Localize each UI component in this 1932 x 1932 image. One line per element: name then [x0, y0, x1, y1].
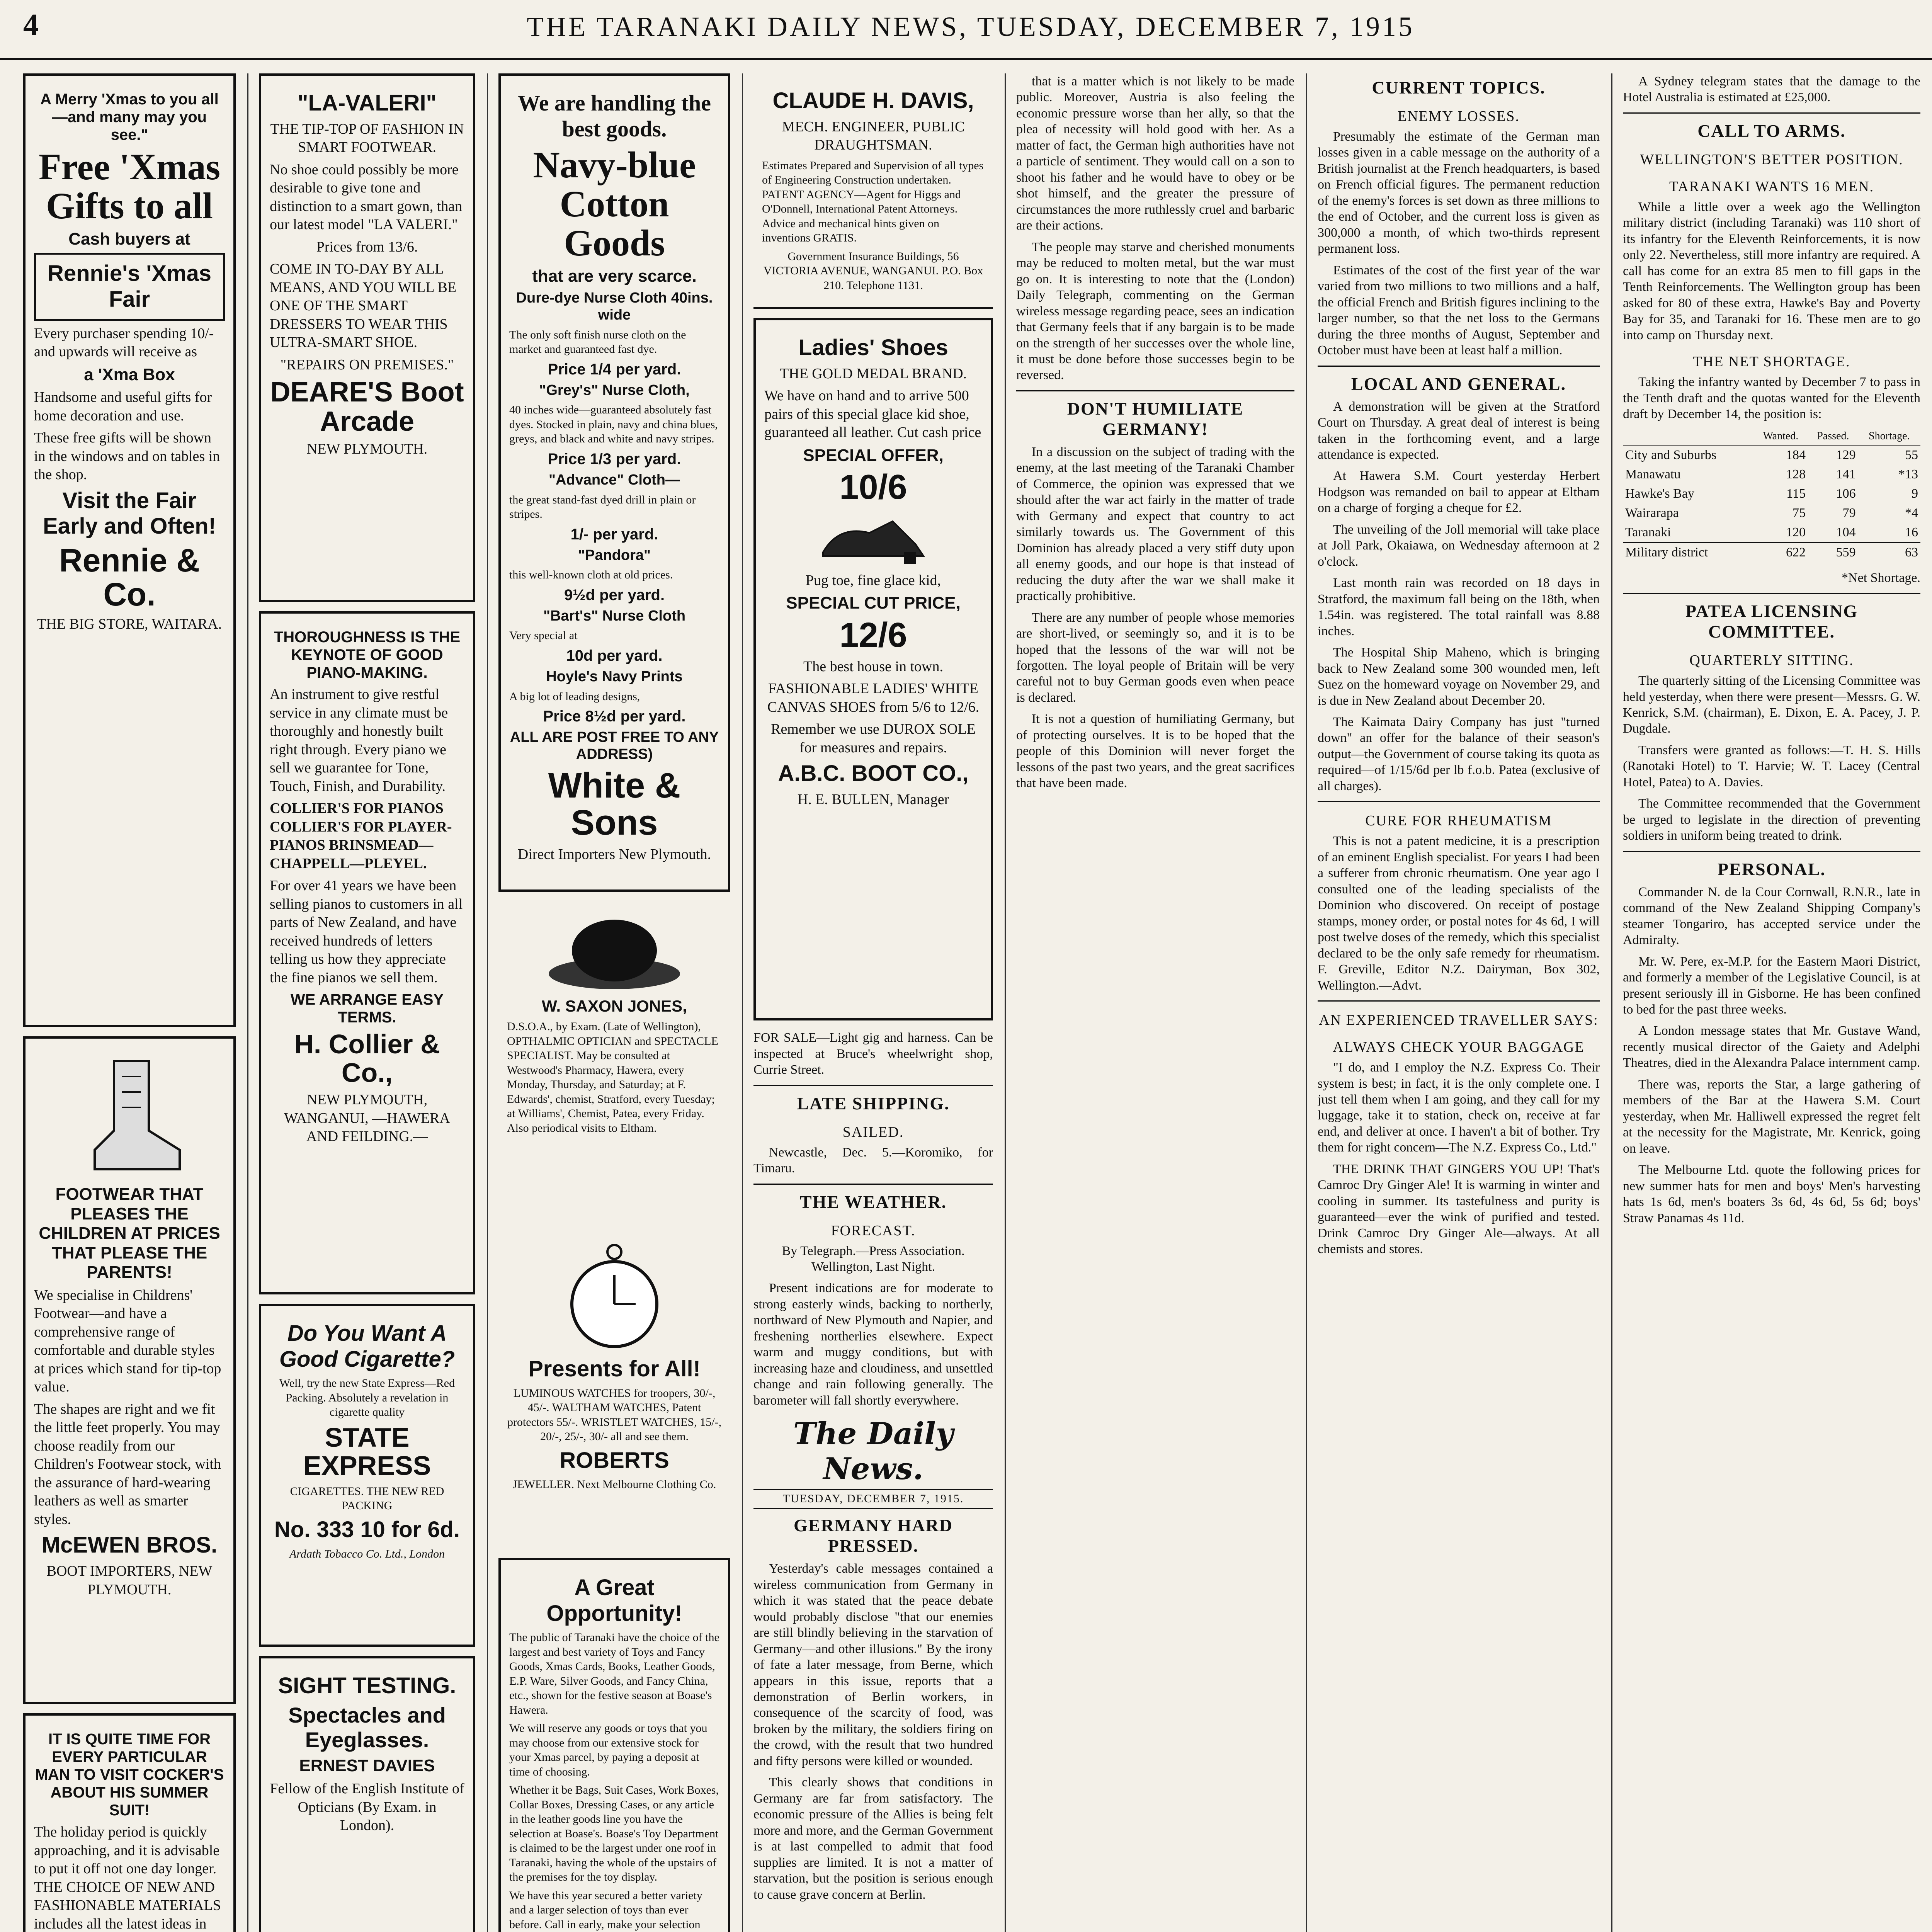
collier-list: COLLIER'S FOR PIANOS COLLIER'S FOR PLAYER-PIANOS BRINSMEAD—CHAPPELL—PLEYEL.: [270, 800, 452, 872]
col7-p5: The Committee recommended that the Government be urged to legislate in the direction of preventing soldiers in uniform being treated to drink.: [1623, 796, 1920, 843]
deare-name: DEARE'S Boot Arcade: [270, 377, 464, 437]
boase-body-4: We have this year secured a better variety and a larger selection of toys than ever before. Call in early, make your selection: [509, 1889, 702, 1931]
table-cell: 129: [1836, 447, 1856, 462]
table-cell: Manawatu: [1625, 467, 1681, 481]
shipping-sub: SAILED.: [842, 1124, 904, 1140]
col7-p7: Mr. W. Pere, ex-M.P. for the Eastern Maori District, and formerly a member of the Legislative Council, is at present seriously ill in Gisborne. He has been confined to bed for the past three weeks.: [1623, 954, 1920, 1017]
rennie-visit: Visit the Fair Early and Often!: [43, 488, 216, 539]
table-note: *Net Shortage.: [1842, 570, 1920, 585]
column-7: [1623, 73, 1920, 1932]
column-rule: [742, 73, 743, 1932]
table-cell: Wairarapa: [1625, 505, 1679, 520]
rennie-name: Rennie & Co.: [59, 542, 200, 613]
col5-p4: There are any number of people whose memories are short-lived, or seemingly so, and it is to be hoped that the lessons of the war will not be forgotten. The loyal people of Britain will be very careful not to buy German goods even when peace is declared.: [1016, 610, 1294, 705]
weather: [753, 1192, 993, 1409]
state-express-maker: Ardath Tobacco Co. Ltd., London: [289, 1547, 445, 1560]
collier-headline: THOROUGHNESS IS THE KEYNOTE OF GOOD PIANO-MAKING.: [274, 629, 461, 681]
item-5-price: 10d per yard.: [566, 647, 663, 664]
col6-p9: This is not a patent medicine, it is a prescription of an eminent English specialist. For years I had been a sufferer from chronic rheumatism. One year ago I consulted one of the leading specialists of the Dominion who discovered. On receipt of postage stamps, money order, or postal notes for 4s 6d, I will post twelve doses of the remedy, which this specialist declared to be the only safe remedy for rheumatism. F. Greville, Editor N.Z. Dairyman, Box 302, Wellington.—Advt.: [1318, 834, 1600, 993]
table-cell: 622: [1786, 545, 1806, 560]
abc-body-4: Remember we use DUROX SOLE for measures and repairs.: [771, 721, 976, 756]
collier-advert: [259, 611, 475, 1294]
boase-body-2: We will reserve any goods or toys that you may choose from our extensive stock for your Xmas parcel, by paying a deposit at time of choosing.: [509, 1722, 707, 1778]
page-number: 4: [23, 8, 39, 42]
boase-advert: [498, 1558, 730, 1932]
rennie-body-3: Handsome and useful gifts for home decoration and use.: [34, 389, 212, 424]
table-row: [1623, 484, 1920, 503]
abc-desc: Pug toe, fine glace kid,: [805, 572, 941, 588]
table-cell: 16: [1905, 525, 1918, 539]
weather-sub: FORECAST.: [831, 1222, 916, 1239]
abc-body-3: FASHIONABLE LADIES' WHITE CANVAS SHOES from 5/6 to 12/6.: [767, 680, 980, 715]
late-shipping: [753, 1093, 993, 1177]
cocker-advert: [23, 1713, 236, 1932]
table-cell: Military district: [1625, 545, 1708, 560]
shortage-table: [1623, 428, 1920, 562]
abc-headline: Ladies' Shoes: [798, 335, 948, 361]
editorial-p2: This clearly shows that conditions in Germany are far from satisfactory. The economic pressure of the Allies is being felt more and more, and the German Government is at last compelled to admit that food supplies are limited. It is not a matter of starvation, but the position is serious enough to cause grave concern at Berlin.: [753, 1775, 993, 1902]
col6-p2: Estimates of the cost of the first year of the war varied from two millions to two millions and a half, the official French and British figures inclining to the larger number, so that the net loss to the Germans during the three months of August, September and October must have been at least half a million.: [1318, 263, 1600, 358]
item-4-desc: this well-known cloth at old prices.: [509, 568, 673, 582]
col6-p10: "I do, and I employ the N.Z. Express Co. Their system is best; in fact, it is the only complete one. I just tell them when I am going, and they call for my luggage, take it to station, check on, receive at far end, and deliver at once. I haven't a bit of bother. Try them for right concern—The N.Z. Express Co., Ltd.": [1318, 1060, 1600, 1155]
item-3-price: 1/- per yard.: [570, 526, 658, 543]
col7-p3: The quarterly sitting of the Licensing Committee was held yesterday, when there were present—Messrs. G. W. Kenrick, S.M. (chairman), E. Dixon, E. A. Pacey, J. P. Dugdale.: [1623, 673, 1920, 736]
for-sale-notice: [753, 1030, 993, 1078]
white-sons-name: White & Sons: [548, 765, 681, 843]
column-rule: [1611, 73, 1612, 1932]
table-cell: 55: [1905, 447, 1918, 462]
collier-terms: WE ARRANGE EASY TERMS.: [290, 991, 444, 1026]
table-cell: 141: [1836, 467, 1856, 481]
separator: [753, 1184, 993, 1185]
abc-body-2: The best house in town.: [803, 658, 943, 675]
hat-illustration: [545, 916, 684, 993]
abc-price-2: 12/6: [839, 616, 907, 655]
table-header: Wanted.: [1753, 428, 1808, 445]
table-cell: 75: [1793, 505, 1806, 520]
col5-p2: The people may starve and cherished monuments may be reduced to molten metal, but the war must go on. It is interesting to note that the (London) Daily Telegraph, commenting on the German wireless message regarding peace, sees an indication that Germany feels that if any bargain is to be made on the strength of her successes over the whole line, it must be done before those successes begin to be reversed.: [1016, 240, 1294, 383]
state-express-headline: Do You Want A Good Cigarette?: [279, 1321, 455, 1372]
davies-address: Fellow of the English Institute of Opticians (By Exam. in London).: [270, 1781, 464, 1834]
col7-p4: Transfers were granted as follows:—T. H. S. Hills (Ranotaki Hotel) to T. Harvie; W. T. Lacey (Central Hotel, Patea) to A. Davies.: [1623, 743, 1920, 789]
net-shortage-headline: THE NET SHORTAGE.: [1693, 354, 1850, 370]
editorial-continued: [1016, 73, 1294, 791]
for-sale-text: FOR SALE—Light gig and harness. Can be inspected at Bruce's wheelwright shop, Currie Street.: [753, 1031, 993, 1077]
separator: [1318, 801, 1600, 802]
table-cell: Taranaki: [1625, 525, 1671, 539]
davis-body: Estimates Prepared and Supervision of all types of Engineering Construction undertaken. PATENT AGENCY—Agent for Higgs and O'Donnell, International Patent Attorneys. Advice and mechanical hints given on inventions GRATIS.: [762, 159, 984, 245]
boase-headline: A Great Opportunity!: [546, 1575, 682, 1626]
col6-p8: The Kaimata Dairy Company has just "turned down" an offer for the balance of their season's output—the Government of course taking its quota as required—of 1/15/6d per lb f.o.b. Patea (exclusive of all charges).: [1318, 715, 1600, 793]
col5-headline: DON'T HUMILIATE GERMANY!: [1067, 398, 1244, 439]
shoe-illustration: [815, 510, 931, 568]
col5-p5: It is not a question of humiliating Germany, but of protecting ourselves. It is to be hoped that the people of this Dominion will never forget the lessons of the past two years, and the great sacrifices that have been made.: [1016, 712, 1294, 791]
item-1-price: Price 1/4 per yard.: [548, 361, 681, 378]
collier-body-1: An instrument to give restful service in any climate must be thoroughly and honestly built right through. Every piano we sell we guarantee for Tone, Touch, Finish, and Durability.: [270, 686, 448, 794]
white-sons-headline: We are handling the best goods.: [517, 90, 711, 141]
white-sons-address: Direct Importers New Plymouth.: [517, 846, 711, 862]
abc-offer: SPECIAL OFFER,: [803, 446, 944, 465]
editorial-headline: GERMANY HARD PRESSED.: [794, 1515, 953, 1556]
current-topics-headline: CURRENT TOPICS.: [1372, 78, 1546, 97]
column-rule: [1306, 73, 1307, 1932]
table-cell: 559: [1836, 545, 1856, 560]
white-sons-big: Navy-blue Cotton Goods: [533, 144, 696, 264]
table-header: Shortage.: [1858, 428, 1920, 445]
col6-p11: THE DRINK THAT GINGERS YOU UP! That's Camroc Dry Ginger Ale! It is warming in winter and cooling in summer. Its tastefulness and purity is guaranteed—ever the wink of purified and tested. Drink Camroc Dry Ginger Ale—always. At all chemists and stores.: [1318, 1162, 1600, 1257]
weather-headline: THE WEATHER.: [799, 1192, 947, 1212]
mcewen-body-2: The shapes are right and we fit the little feet properly. You may choose readily from our Children's Footwear stock, with the assurance of hard-wearing leathers as well as smarter styles.: [34, 1401, 221, 1527]
davis-name: CLAUDE H. DAVIS,: [772, 88, 974, 113]
rennie-body-1: Every purchaser spending 10/- and upwards will receive as: [34, 325, 214, 360]
davis-advert: [753, 73, 993, 309]
column-4: [753, 73, 993, 1932]
table-row: [1623, 445, 1920, 465]
rennie-body-2: a 'Xma Box: [84, 365, 175, 384]
item-5-desc: Very special at: [509, 629, 578, 642]
weather-byline: By Telegraph.—Press Association. Wellington, Last Night.: [782, 1243, 965, 1274]
item-6-price: Price 8½d per yard.: [543, 708, 686, 725]
table-row: [1623, 523, 1920, 543]
abc-manager: H. E. BULLEN, Manager: [797, 791, 949, 808]
traveller-sub: ALWAYS CHECK YOUR BAGGAGE: [1333, 1039, 1585, 1056]
roberts-name: ROBERTS: [560, 1447, 669, 1473]
white-sons-post: ALL ARE POST FREE TO ANY ADDRESS): [510, 729, 719, 762]
item-1: Dure-dye Nurse Cloth 40ins. wide: [516, 290, 713, 323]
column-3: [498, 73, 730, 1932]
col7-p0: A Sydney telegram states that the damage to the Hotel Australia is estimated at £25,000.: [1623, 74, 1920, 105]
lavaleri-body-2: COME IN TO-DAY BY ALL MEANS, AND YOU WILL BE ONE OF THE SMART DRESSERS TO WEAR THIS ULTRA-SMART SHOE.: [270, 261, 457, 351]
table-cell: 128: [1786, 467, 1806, 481]
weather-body: Present indications are for moderate to strong easterly winds, backing to northerly, northward of New Plymouth and Napier, and freshening northerlies elsewhere. Expect warm and muggy conditions, but with increasing haze and cloudiness, and unsettled change and rain following generally. The barometer will fall shortly everywhere.: [753, 1281, 993, 1408]
column-6: [1318, 73, 1600, 1932]
davis-address: Government Insurance Buildings, 56 VICTORIA AVENUE, WANGANUI. P.O. Box 210. Telephone 1131.: [763, 250, 983, 292]
current-topics-sub: ENEMY LOSSES.: [1398, 108, 1520, 124]
masthead: [0, 0, 1932, 60]
collier-name: H. Collier & Co.,: [294, 1029, 440, 1088]
call-to-arms: [1623, 73, 1920, 1226]
davis-title: MECH. ENGINEER, PUBLIC DRAUGHTSMAN.: [782, 118, 965, 153]
separator: [1623, 112, 1920, 114]
item-3: "Advance" Cloth—: [548, 471, 680, 488]
column-2: [259, 73, 475, 1932]
table-row: [1623, 503, 1920, 523]
item-6-desc: A big lot of leading designs,: [509, 690, 640, 703]
abc-body-1: We have on hand and to arrive 500 pairs of this special glace kid shoe, guaranteed all leather. Cut cash price: [764, 388, 981, 441]
rennie-sub: Cash buyers at: [68, 229, 190, 248]
abc-sub: THE GOLD MEDAL BRAND.: [779, 365, 967, 382]
davies-name: ERNEST DAVIES: [299, 1756, 435, 1776]
licensing-headline: PATEA LICENSING COMMITTEE.: [1685, 601, 1858, 642]
boot-illustration: [71, 1053, 187, 1181]
state-express-price: No. 333 10 for 6d.: [274, 1517, 460, 1542]
boase-body-1: The public of Taranaki have the choice of the largest and best variety of Toys and Fancy Goods, Xmas Cards, Books, Leather Goods, E.P. Ware, Silver Goods, and Fancy China, etc., shown for the festive season at Boase's Hawera.: [509, 1631, 719, 1716]
roberts-headline: Presents for All!: [528, 1356, 701, 1381]
saxon-body: D.S.O.A., by Exam. (Late of Wellington), OPTHALMIC OPTICIAN and SPECTACLE SPECIALIST. May be consulted at Westwood's Pharmacy, Hawera, every Monday, Thursday, and Saturday; at F. Edwards', chemist, Stratford, every Tuesday; at Williams', Chemist, Patea, every Friday. Also periodical visits to Eltham.: [507, 1020, 718, 1134]
rennie-box: Rennie's 'Xmas Fair: [34, 253, 225, 320]
personal-headline: PERSONAL.: [1718, 859, 1826, 879]
table-cell: *4: [1905, 505, 1918, 520]
mcewen-headline: FOOTWEAR THAT PLEASES THE CHILDREN AT PRICES THAT PLEASE THE PARENTS!: [39, 1185, 220, 1282]
column-1: [23, 73, 236, 1932]
lavaleri-price: Prices from 13/6.: [316, 238, 418, 255]
roberts-address: JEWELLER. Next Melbourne Clothing Co.: [512, 1478, 716, 1491]
daily-news-date: TUESDAY, DECEMBER 7, 1915.: [753, 1489, 993, 1509]
rennie-greeting: A Merry 'Xmas to you all—and many may you see.": [40, 91, 219, 143]
davies-body: Spectacles and Eyeglasses.: [288, 1702, 446, 1752]
column-5: [1016, 73, 1294, 1932]
roberts-body: LUMINOUS WATCHES for troopers, 30/-, 45/-. WALTHAM WATCHES, Patent protectors 55/-. WRISTLET WATCHES, 15/-, 20/-, 25/-, 30/- all and see them.: [507, 1386, 722, 1443]
cocker-body-1: The holiday period is quickly approaching, and it is advisable to put it off not one day longer. THE CHOICE OF NEW AND FASHIONABLE MATERIALS includes all the latest ideas in: [34, 1824, 221, 1932]
table-cell: 63: [1905, 545, 1918, 560]
boase-body-3: Whether it be Bags, Suit Cases, Work Boxes, Collar Boxes, Dressing Cases, or any article in the leather goods line you have the selection at Boase's. Boase's Toy Department is claimed to be the largest under one roof in Taranaki, having the whole of the upstairs of the premises for the toy display.: [509, 1784, 719, 1884]
saxon-name: W. SAXON JONES,: [542, 997, 687, 1015]
item-4: "Pandora": [578, 547, 651, 563]
col7-p1: While a little over a week ago the Wellington military district (including Taranaki) was 110 short of its infantry for the Eleventh Reinforcements, it is now only 22. Nevertheless, still more infantry are required. A call has come for an extra 85 men to fill gaps in the Tenth Reinforcements. The Wellington group has been asked for 80 of these extra, Hawke's Bay and Poverty Bay for 35, and Taranaki for 16. These men are to go into camp on Thursday next.: [1623, 199, 1920, 342]
col6-p1: Presumably the estimate of the German man losses given in a cable message on the authority of a British journalist at the French headquarters, is based on French official figures. The permanent reduction of the enemy's forces is set down as three millions to the end of October, and the current loss is given as 300,000 a month, of which two-thirds represent permanent loss.: [1318, 129, 1600, 256]
state-express-sub: CIGARETTES. THE NEW RED PACKING: [290, 1485, 444, 1512]
rennie-body-4: These free gifts will be shown in the windows and on tables in the shop.: [34, 430, 220, 483]
deare-address: NEW PLYMOUTH.: [306, 441, 428, 457]
davies-advert: [259, 1656, 475, 1932]
newspaper-title: THE TARANAKI DAILY NEWS, TUESDAY, DECEMBER 7, 1915: [527, 11, 1415, 42]
table-cell: 106: [1836, 486, 1856, 501]
state-express-body: Well, try the new State Express—Red Packing. Absolutely a revelation in cigarette quality: [279, 1377, 455, 1419]
item-5: "Bart's" Nurse Cloth: [543, 607, 686, 624]
col6-p6: Last month rain was recorded on 18 days in Stratford, the maximum fall being on the 18th, when 1.54in. was registered. The total rainfall was 8.88 inches.: [1318, 576, 1600, 638]
abc-boot-advert: [753, 318, 993, 1020]
col6-p5: The unveiling of the Joll memorial will take place at Joll Park, Okaiawa, on Wednesday afternoon at 2 o'clock.: [1318, 522, 1600, 569]
abc-name: A.B.C. BOOT CO.,: [778, 761, 969, 786]
white-sons-sub: that are very scarce.: [532, 266, 697, 286]
table-cell: 115: [1786, 486, 1806, 501]
davies-headline: SIGHT TESTING.: [278, 1673, 456, 1698]
separator: [753, 1085, 993, 1086]
collier-body-2: For over 41 years we have been selling pianos to customers in all parts of New Zealand, and have received hundreds of letters telling us how they appreciate the fine pianos we sell them.: [270, 878, 463, 986]
column-rule: [1005, 73, 1006, 1932]
editorial: [753, 1515, 993, 1903]
collier-address: NEW PLYMOUTH, WANGANUI, —HAWERA AND FEILDING.—: [284, 1092, 450, 1145]
col6-p3: A demonstration will be given at the Stratford Court on Thursday. A great deal of interest is being taken in the forthcoming event, and a large attendance is expected.: [1318, 399, 1600, 462]
separator: [1318, 366, 1600, 367]
lavaleri-sub: THE TIP-TOP OF FASHION IN SMART FOOTWEAR.: [270, 121, 464, 156]
mcewen-body-1: We specialise in Childrens' Footwear—and have a comprehensive range of comfortable and durable styles at prices which stand for tip-top value.: [34, 1287, 221, 1395]
shipping-headline: LATE SHIPPING.: [797, 1093, 950, 1113]
col7-p6: Commander N. de la Cour Cornwall, R.N.R., late in command of the New Zealand Shipping Company's steamer Tongariro, has accepted service under the Admiralty.: [1623, 884, 1920, 947]
watch-illustration: [570, 1240, 659, 1352]
table-cell: City and Suburbs: [1625, 447, 1717, 462]
abc-price-1: 10/6: [839, 468, 907, 507]
table-header: [1623, 428, 1753, 445]
call-to-arms-sub: WELLINGTON'S BETTER POSITION.: [1640, 151, 1903, 168]
table-row: [1623, 543, 1920, 562]
call-to-arms-headline: CALL TO ARMS.: [1697, 121, 1846, 141]
mcewen-address: BOOT IMPORTERS, NEW PLYMOUTH.: [46, 1563, 213, 1598]
item-2-price: Price 1/3 per yard.: [548, 450, 681, 468]
item-3-desc: the great stand-fast dyed drill in plain or stripes.: [509, 493, 696, 521]
state-express-brand: STATE EXPRESS: [303, 1422, 431, 1481]
rennie-headline: Free 'Xmas Gifts to all: [38, 146, 221, 226]
mcewen-name: McEWEN BROS.: [41, 1532, 218, 1558]
table-cell: 120: [1786, 525, 1806, 539]
col7-p8: A London message states that Mr. Gustave Wand, recently musical director of the Gaiety and Adelphi Theatres, died in the Alexandra Palace internment camp.: [1623, 1024, 1920, 1070]
lavaleri-body: No shoe could possibly be more desirable to give tone and distinction to a smart gown, than our latest model "LA VALERI.": [270, 161, 463, 233]
col6-p7: The Hospital Ship Maheno, which is bringing back to New Zealand some 300 wounded men, left Suez on the homeward voyage on November 29, and is due in New Zealand about December 20.: [1318, 645, 1600, 708]
rheumatism-headline: CURE FOR RHEUMATISM: [1365, 813, 1552, 829]
local-general-headline: LOCAL AND GENERAL.: [1351, 374, 1566, 394]
rennie-address: THE BIG STORE, WAITARA.: [37, 616, 222, 633]
col6-p4: At Hawera S.M. Court yesterday Herbert Hodgson was remanded on bail to appear at Eltham on a charge of forging a cheque for £2.: [1318, 469, 1600, 515]
separator: [1318, 1000, 1600, 1002]
separator: [1623, 593, 1920, 594]
col5-p1: that is a matter which is not likely to be made public. Moreover, Austria is also feeling the economic pressure worse than her ally, so that the plea of necessity will hold good with her. As a matter of fact, the German high authorities have not a particle of sentiment. They would call on a son to shoot his father and he would have to obey or be shot himself, and the greater the pressure of circumstances the more ruthlessly cruel and barbaric are their actions.: [1016, 74, 1294, 233]
table-cell: 104: [1836, 525, 1856, 539]
table-cell: Hawke's Bay: [1625, 486, 1694, 501]
white-sons-advert: [498, 73, 730, 892]
mcewen-advert: [23, 1036, 236, 1704]
column-rule: [487, 73, 488, 1932]
table-cell: *13: [1898, 467, 1918, 481]
col7-p9: There was, reports the Star, a large gathering of members of the Bar at the Hawera S.M. Court yesterday, when Mr. Halliwell expressed the regret felt at the necessity for the Magistrate, Mr. Kenrick, going on leave.: [1623, 1077, 1920, 1156]
table-row: [1623, 465, 1920, 484]
item-6: Hoyle's Navy Prints: [546, 668, 683, 685]
table-cell: 9: [1912, 486, 1918, 501]
state-express-advert: [259, 1304, 475, 1647]
column-rule: [247, 73, 248, 1932]
call-to-arms-sub-2: TARANAKI WANTS 16 MEN.: [1669, 178, 1874, 195]
table-header: Passed.: [1808, 428, 1858, 445]
table-cell: 184: [1786, 447, 1806, 462]
item-2: "Grey's" Nurse Cloth,: [539, 382, 690, 398]
licensing-sub: QUARTERLY SITTING.: [1689, 652, 1854, 669]
col5-p3: In a discussion on the subject of trading with the enemy, at the last meeting of the Taranaki Chamber of Commerce, the opinion was expressed that we should after the war act fairly in the matter of trade with Germany and expect that country to act similarly towards us. The Government of this Dominion has already placed a very stiff duty upon all enemy goods, and our hope is that instead of reducing the duty after the war we shall make it practically prohibitive.: [1016, 444, 1294, 604]
lavaleri-headline: "LA-VALERI": [297, 90, 437, 116]
rennie-advert: [23, 73, 236, 1027]
abc-offer-2: SPECIAL CUT PRICE,: [786, 594, 961, 613]
lavaleri-advert: [259, 73, 475, 602]
col7-p2: Taking the infantry wanted by December 7 to pass in the Tenth draft and the quotas wanted for the Eleventh draft by December 14, the position is:: [1623, 375, 1920, 422]
editorial-p1: Yesterday's cable messages contained a wireless communication from Germany in which it was stated that the peace debate would probably disclose "that our enemies are still blindly believing in the starvation of Germany—and other illusions." By the irony of fate a later message, from Berne, which appears in this issue, reports that a demonstration of Berlin workers, in consequence of the scarcity of food, was broken by the military, the soldiers firing on the crowd, with the result that two hundred and fifty persons were killed or wounded.: [753, 1561, 993, 1768]
saxon-jones-advert: [498, 901, 730, 1216]
daily-news-masthead: The Daily News.: [793, 1416, 954, 1487]
table-cell: 79: [1842, 505, 1856, 520]
item-1-desc: The only soft finish nurse cloth on the market and guaranteed fast dye.: [509, 328, 686, 356]
traveller-headline: AN EXPERIENCED TRAVELLER SAYS:: [1319, 1012, 1599, 1029]
roberts-advert: [498, 1226, 730, 1549]
separator: [1623, 851, 1920, 852]
cocker-headline: IT IS QUITE TIME FOR EVERY PARTICULAR MAN TO VISIT COCKER'S ABOUT HIS SUMMER SUIT!: [35, 1731, 224, 1819]
lavaleri-repairs: "REPAIRS ON PREMISES.": [280, 356, 454, 373]
item-4-price: 9½d per yard.: [564, 586, 665, 604]
separator: [1016, 390, 1294, 391]
item-2-desc: 40 inches wide—guaranteed absolutely fast dyes. Stocked in plain, navy and china blues, greys, and black and white and navy stripes.: [509, 403, 718, 446]
col7-p10: The Melbourne Ltd. quote the following prices for new summer hats for men and boys' Men's harvesting hats 1s 6d, men's boaters 3s 6d, 4s 6d, 5s 6d; boys' Straw Panamas 4s 11d.: [1623, 1163, 1920, 1225]
current-topics: [1318, 77, 1600, 1257]
shipping-body: Newcastle, Dec. 5.—Koromiko, for Timaru.: [753, 1145, 993, 1176]
